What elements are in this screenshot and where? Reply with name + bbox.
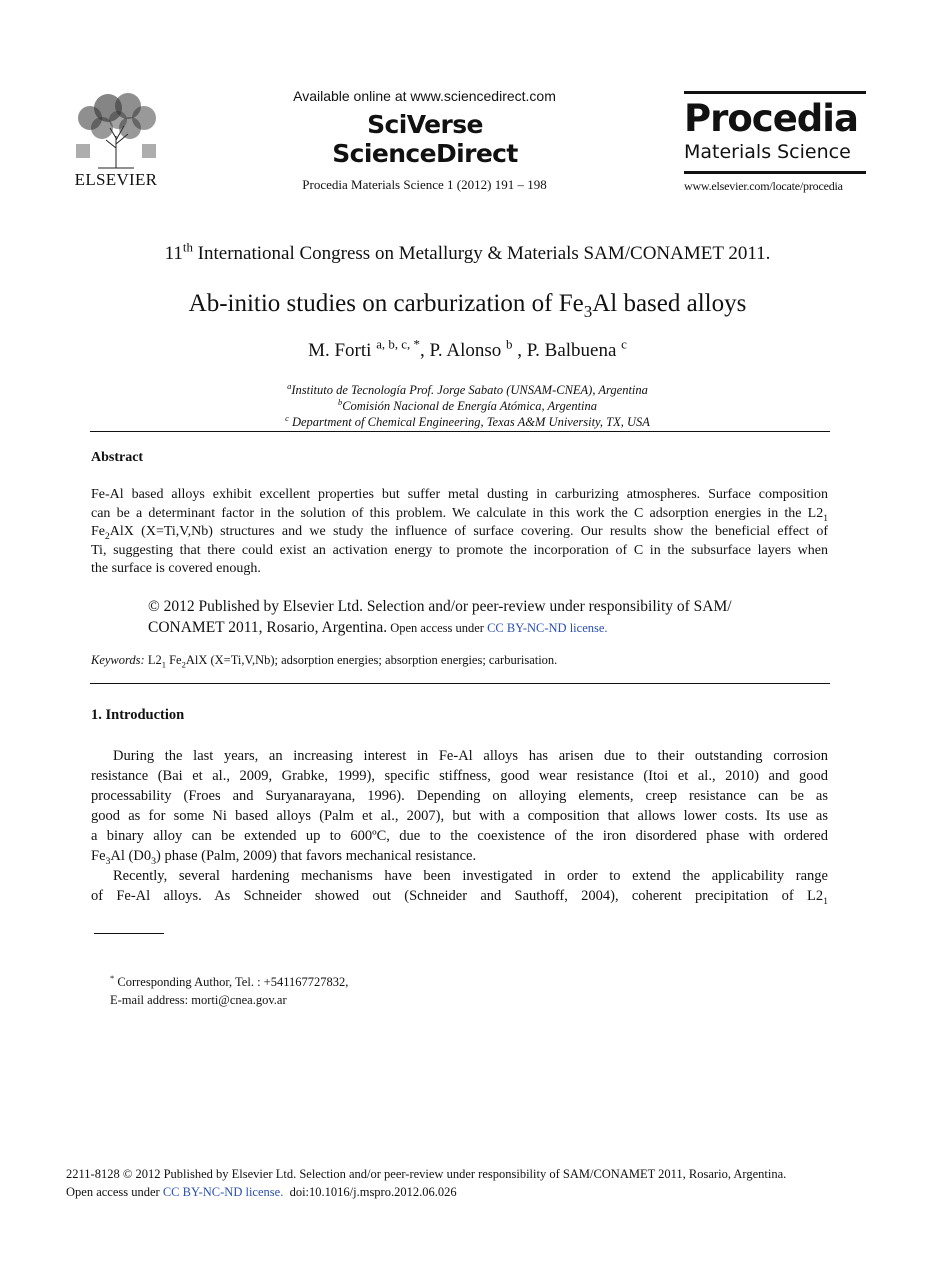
- footnote-text: Corresponding Author, Tel. : +541167727832,: [114, 975, 349, 989]
- paper-title: [40, 290, 895, 321]
- introduction-body: [91, 746, 828, 906]
- available-online: Available online at www.sciencedirect.com: [293, 88, 556, 104]
- affiliation-text: Comisión Nacional de Energía Atómica, Argentina: [342, 399, 598, 413]
- sciverse-logo: SciVerse ScienceDirect: [332, 110, 518, 168]
- keyword-part: L2: [144, 653, 162, 667]
- copyright-line: [148, 617, 808, 639]
- footer-access: [66, 1185, 457, 1200]
- journal-url[interactable]: www.elsevier.com/locate/procedia: [684, 179, 843, 193]
- procedia-top-rule: [684, 91, 866, 94]
- abstract-line: [91, 523, 828, 542]
- copyright-text: CONAMET 2011, Rosario, Argentina.: [148, 619, 388, 636]
- abstract-line: the surface is covered enough.: [91, 561, 261, 576]
- divider: [90, 683, 830, 684]
- intro-line: good as for some Ni based alloys (Palm et al., 2007), but with a composition that allows lower costs. Its use as: [91, 808, 828, 824]
- title-part: Ab-initio studies on carburization of Fe: [188, 290, 584, 317]
- intro-line: During the last years, an increasing interest in Fe-Al alloys has arisen due to their outstanding corrosion: [113, 748, 828, 764]
- affiliation-mark: c: [285, 412, 289, 423]
- abstract-line: Ti, suggesting that there could exist an activation energy to promote the incorporation of C in the subsurface layers when: [91, 542, 828, 558]
- author-name[interactable]: P. Alonso: [429, 340, 502, 361]
- congress-name: International Congress on Metallurgy & Materials SAM/CONAMET 2011.: [197, 243, 771, 264]
- affiliation-text: Department of Chemical Engineering, Texas A&M University, TX, USA: [288, 415, 650, 429]
- keywords: [91, 653, 828, 668]
- formula-part: Fe: [91, 848, 106, 864]
- footnote-corresponding: [110, 972, 349, 990]
- subscript: 2: [105, 531, 110, 542]
- elsevier-wordmark: ELSEVIER: [74, 170, 158, 189]
- intro-line: Recently, several hardening mechanisms have been investigated in order to extend the applicability range: [113, 868, 828, 884]
- affiliation: [90, 380, 845, 398]
- author-marks: a, b, c, *: [376, 336, 420, 352]
- subscript: 1: [823, 513, 828, 524]
- license-link[interactable]: CC BY-NC-ND license.: [487, 621, 608, 635]
- keyword-part: Fe: [165, 653, 182, 667]
- intro-line: [91, 846, 828, 866]
- open-access-text: Open access under: [387, 621, 488, 635]
- subscript: 3: [105, 855, 111, 867]
- copyright-line: © 2012 Published by Elsevier Ltd. Selection and/or peer-review under responsibility of SAM/: [148, 598, 732, 615]
- keywords-label: Keywords:: [91, 653, 145, 667]
- footnote-divider: [94, 933, 164, 934]
- section-heading: 1. Introduction: [91, 707, 185, 723]
- subscript: 2: [181, 659, 186, 670]
- journal-reference: Procedia Materials Science 1 (2012) 191 – 198: [302, 177, 547, 192]
- procedia-bottom-rule: [684, 171, 866, 174]
- abstract-line-text: can be a determinant factor in the solution of this problem. We calculate in this work the C adsorption energies in the L2: [91, 505, 824, 521]
- footnote-email: E-mail address: morti@cnea.gov.ar: [110, 993, 287, 1007]
- footer-copyright: 2211-8128 © 2012 Published by Elsevier Ltd. Selection and/or peer-review under responsibility of SAM/CONAMET 2011, Rosario, Argentina.: [66, 1167, 787, 1181]
- abstract-heading: Abstract: [91, 450, 144, 465]
- doi-link[interactable]: doi:10.1016/j.mspro.2012.06.026: [289, 1185, 457, 1199]
- intro-line-text: of Fe-Al alloys. As Schneider showed out (Schneider and Sauthoff, 2004), coherent precipitation of L2: [91, 888, 824, 904]
- affiliation: [90, 412, 845, 430]
- subscript: 1: [161, 659, 166, 670]
- affiliation-mark: a: [287, 380, 292, 391]
- footer-license-link[interactable]: CC BY-NC-ND license.: [162, 1185, 284, 1199]
- abstract-line-text: AlX (X=Ti,V,Nb) structures and we study the influence of surface covering. Our results show the beneficial effect of: [109, 524, 828, 539]
- procedia-logo: [684, 91, 866, 194]
- congress-ordinal: th: [182, 239, 193, 255]
- copyright-notice: [148, 596, 808, 639]
- intro-line: resistance (Bai et al., 2009, Grabke, 1999), specific stiffness, good wear resistance (Itoi et al., 2010) and good: [91, 768, 828, 784]
- author-marks: c: [621, 336, 627, 352]
- title-subscript: 3: [583, 302, 593, 321]
- intro-line: a binary alloy can be extended up to 600ºC, due to the coexistence of the iron disordered phase with ordered: [91, 828, 828, 844]
- keyword-part: AlX (X=Ti,V,Nb); adsorption energies; absorption energies; carburisation.: [185, 653, 558, 667]
- abstract-line: [91, 505, 828, 524]
- author-marks: b: [506, 336, 513, 352]
- title-part: Al based alloys: [592, 290, 747, 317]
- formula-part: Fe: [91, 524, 105, 539]
- author-name[interactable]: P. Balbuena: [526, 340, 617, 361]
- intro-line: [91, 886, 828, 906]
- abstract-line: Fe-Al based alloys exhibit excellent properties but suffer metal dusting in carburizing atmospheres. Surface composition: [91, 487, 828, 502]
- congress-line: [60, 239, 875, 265]
- affiliation: [90, 396, 845, 414]
- divider: [90, 431, 830, 432]
- affiliation-mark: b: [337, 396, 343, 407]
- procedia-subtitle: Materials Science: [684, 141, 851, 163]
- elsevier-logo: [68, 88, 164, 190]
- intro-line: processability (Froes and Suryanarayana, 1996). Depending on alloying elements, creep resistance can be as: [91, 788, 828, 804]
- congress-number: 11: [164, 243, 183, 264]
- abstract-body: [91, 486, 828, 579]
- procedia-title: Procedia: [684, 97, 858, 140]
- intro-line-text: ) phase (Palm, 2009) that favors mechanical resistance.: [156, 848, 477, 864]
- author-list: M. Forti $^{a, b, c, *}$, P. Alonso $^b$ , P. Balbuena $^c$: [308, 336, 627, 361]
- subscript: 1: [823, 895, 828, 907]
- subscript: 3: [151, 855, 157, 867]
- formula-part: Al (D0: [110, 848, 152, 864]
- open-access-text: Open access under: [66, 1185, 163, 1199]
- footnote-mark: *: [110, 972, 115, 983]
- affiliation-text: Instituto de Tecnología Prof. Jorge Sabato (UNSAM-CNEA), Argentina: [291, 383, 648, 397]
- author-name[interactable]: M. Forti: [308, 340, 372, 361]
- elsevier-tree-icon: [68, 88, 164, 170]
